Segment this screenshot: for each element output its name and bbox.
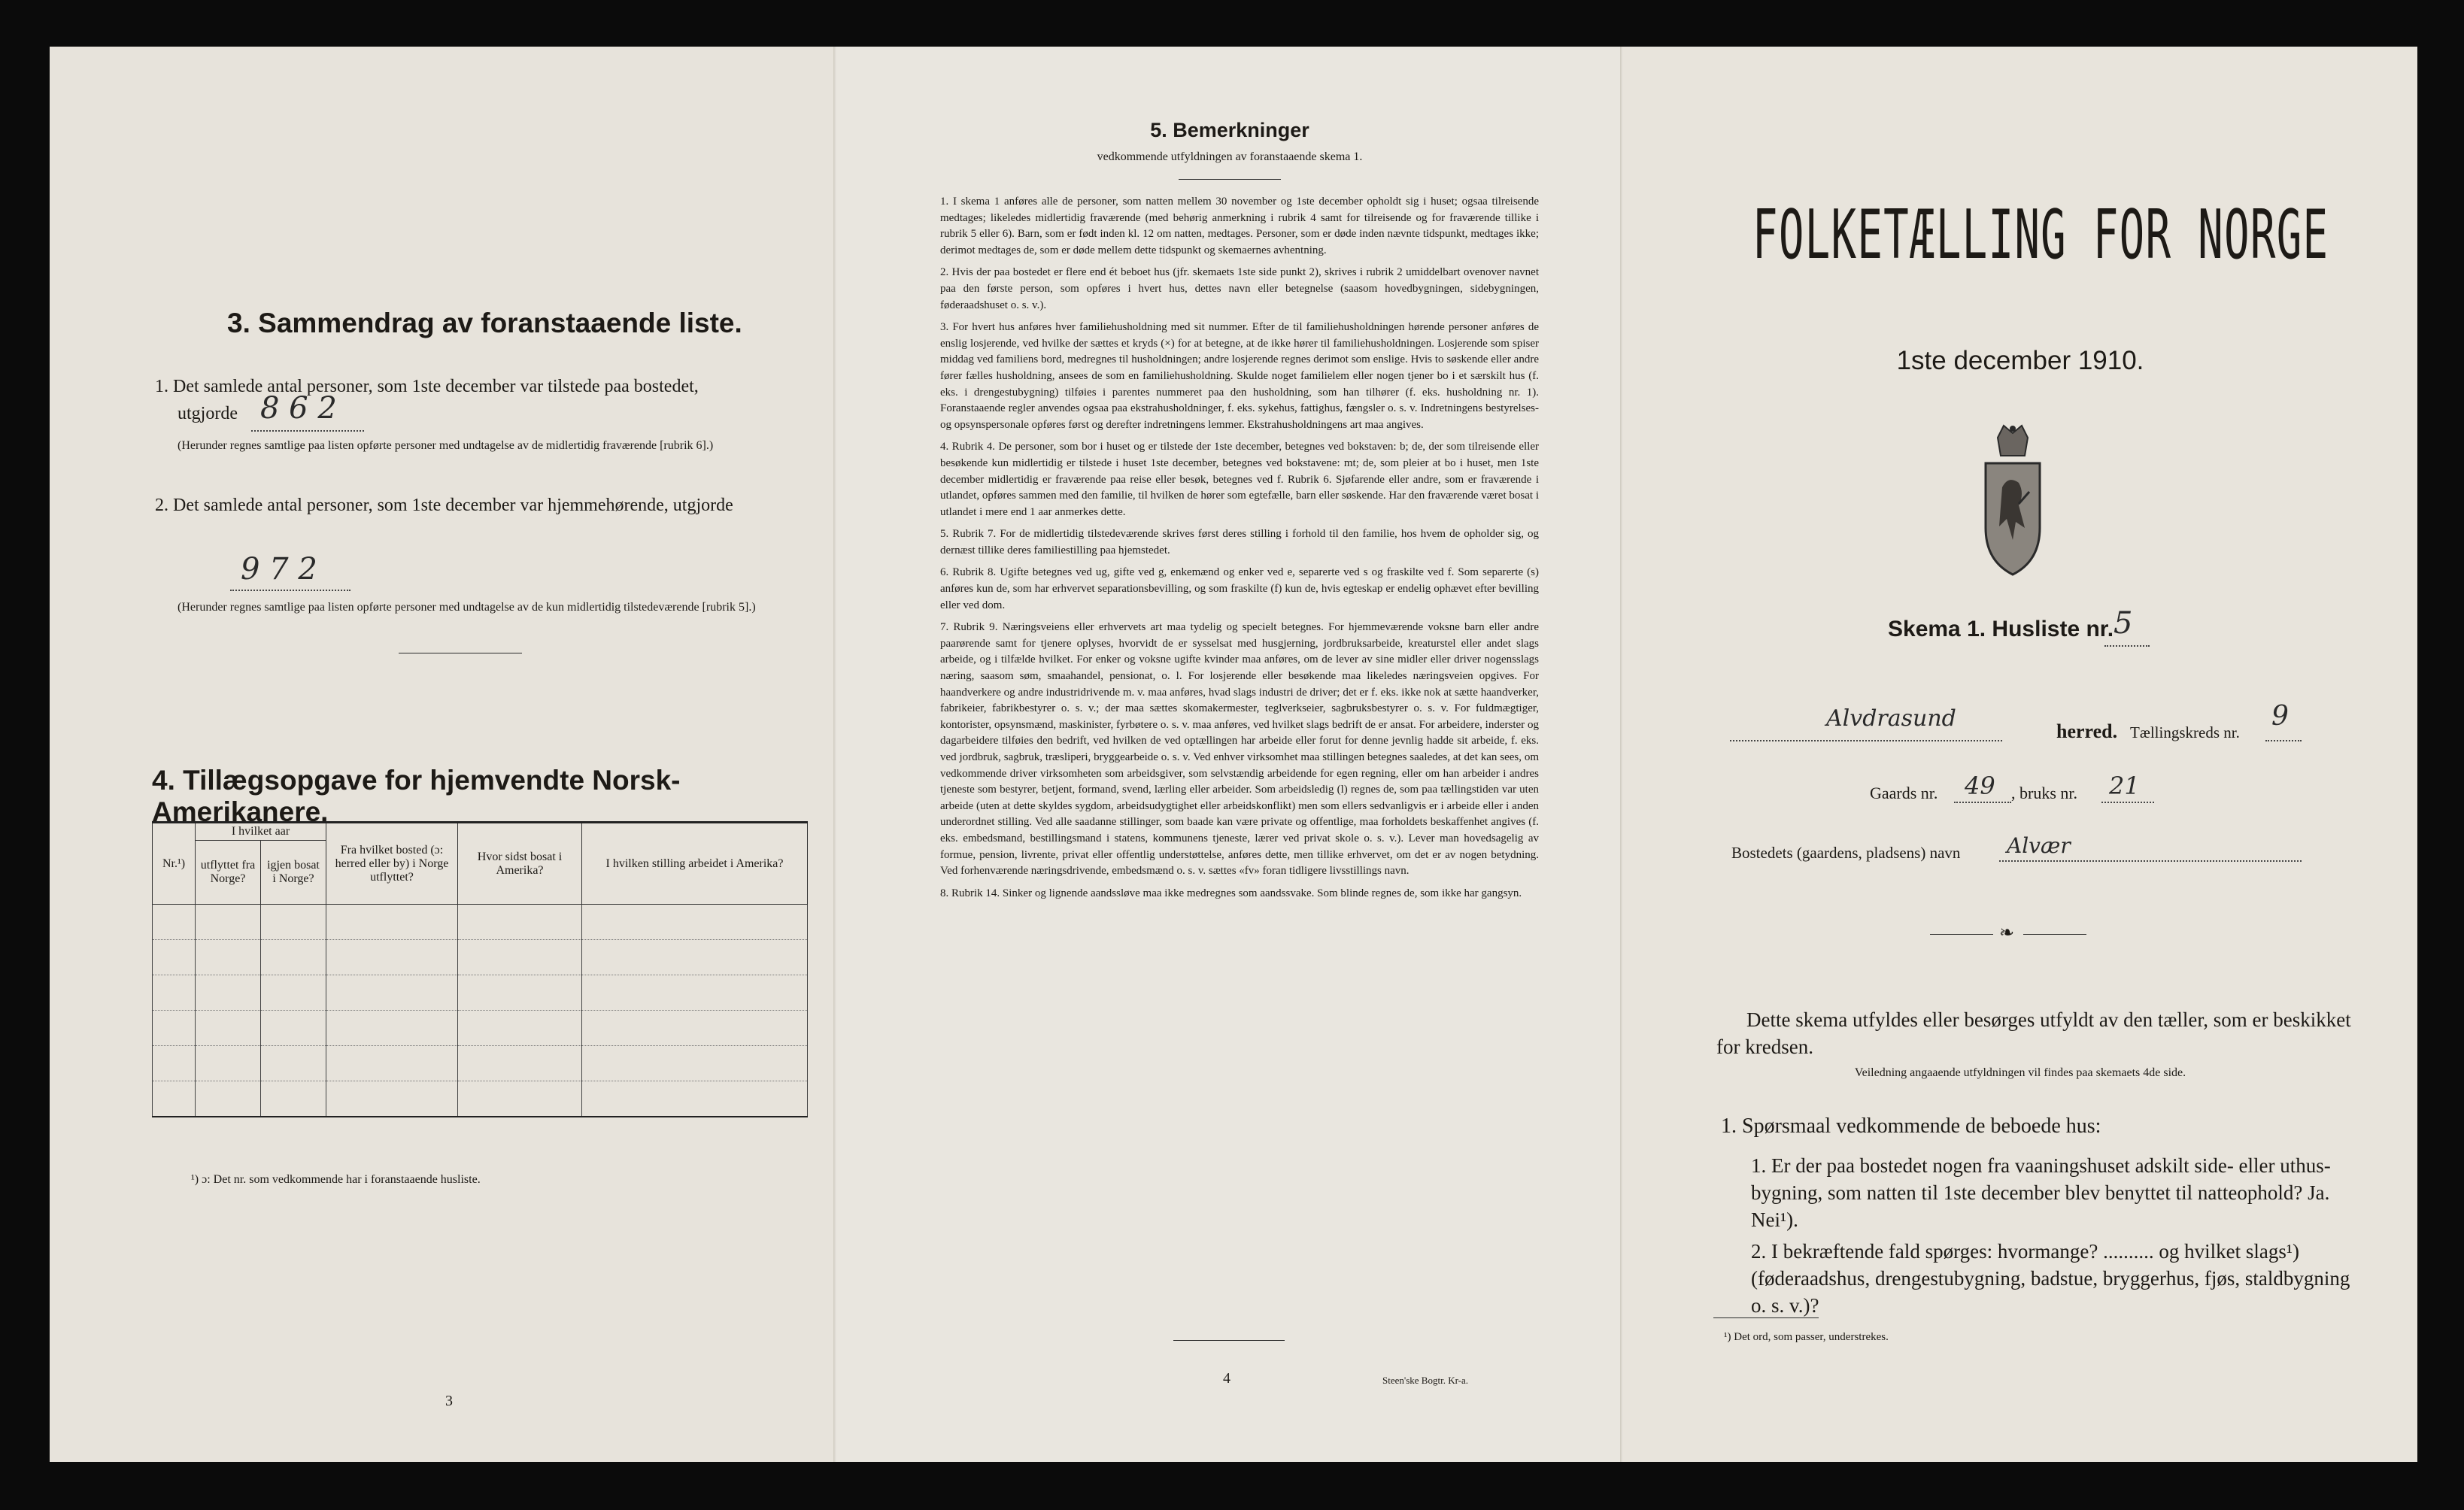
- table-row: [153, 1011, 808, 1046]
- herred-value: Alvdrasund: [1826, 705, 1956, 732]
- remark-1: 1. I skema 1 anføres alle de personer, som natten mellem 30 november og 1ste december opholdt sig i huset; ogsaa tilreisende medtages; likeledes midlertidig fraværende (med behørig anmerkning i rubrik 4 samt for tilreisende og for fraværende tillike i rubrik 5 eller 6). Barn, som er født inden kl. 12 om natten, medtages. Personer, som er døde inden nævnte tidspunkt, medtages ikke; derimot medtages de, som er døde mellem dette tidspunkt og skemaernes avhentning.: [940, 196, 1539, 256]
- footnote: ¹) ɔ: Det nr. som vedkommende har i foranstaaende husliste.: [191, 1173, 481, 1186]
- ornament-left: [1930, 934, 1993, 935]
- remarks-subtitle: vedkommende utfyldningen av foranstaaende skema 1.: [1097, 150, 1363, 163]
- col-stilling: I hvilken stilling arbeidet i Amerika?: [582, 823, 808, 905]
- coat-of-arms-icon: [1975, 423, 2050, 578]
- page-number: 3: [445, 1393, 453, 1409]
- gaards-value: 49: [1965, 772, 1995, 800]
- col-group-aar: I hvilket aar: [196, 823, 326, 841]
- page-number: 4: [1223, 1370, 1230, 1387]
- table-row: [153, 975, 808, 1011]
- question-2: 2. I bekræftende fald spørges: hvormange? .......... og hvilket slags¹) (føderaadshus, drengestubygning, badstue, bryggerhus, fjøs, staldbygning o. s. v.)?: [1751, 1240, 2350, 1317]
- item2-value: 9 7 2: [241, 552, 317, 587]
- col-utflyttet: utflyttet fra Norge?: [196, 841, 261, 905]
- gaards-line: [1954, 802, 2011, 803]
- section4-title: 4. Tillægsopgave for hjemvendte Norsk-Amerikanere.: [152, 765, 681, 827]
- col-sidst: Hvor sidst bosat i Amerika?: [458, 823, 582, 905]
- remarks-title: 5. Bemerkninger: [1150, 119, 1309, 141]
- remark-7: 7. Rubrik 9. Næringsveiens eller erhvervets art maa tydelig og specielt betegnes. For hjemmeværende voksne barn eller andre paarørende samt for tjenere oplyses, hvorvidt de er sysselsat med husgjerning, jordbruksarbeide, kreaturstel eller andet slags arbeide, og i tilfælde hvilket. For enker og voksne ugifte kvinder maa anføres, om de lever av sine midler eller driver nogensslags næring, saasom søm, smaahandel, pensionat, o. l. For losjerende eller besøkende maa likeledes næringsveien opgives. For haandverkere og andre industridrivende m. v. maa anføres, hvad slags industri de driver; det er f. eks. ikke nok at sætte haandverker, fabrikeier, fabrikbestyrer o. s. v.; der maa sættes skomakermester, teglverkseier, sagbruksbestyrer o. s. v. For fuldmægtiger, kontorister, opsynsmænd, maskinister, fyrbøtere o. s. v. maa anføres, ved hvilket slags bedrift de er ansat. For arbeidere, inderster og dagarbeidere tilføies den bedrift, ved hvilken de ved optællingen har arbeide eller forut for denne jevnlig hadde sit arbeide, f. eks. ved jordbruk, sagbruk, træsliperi, bryggearbeide o. s. v. Ved enhver virksomhet maa stillingen betegnes saaledes, at det kan sees, om vedkommende driver virksomheten som arbeidsgiver, som selvstændig arbeidende for egen regning, eller om han arbeider i andres tjeneste som bestyrer, betjent, formand, svend, lærling eller arbeider. Som arbeidsledig (l) regnes de, som paa tællingstiden var uten arbeide (uten at dette skyldes sygdom, arbeidsudygtighet eller arbeidskonflikt) men som ellers sedvanligvis er i arbeide eller i anden underordnet stilling. Ved alle saadanne stillinger, som baade kan være private og offentlige, maa forholdets beskaffenhet angives (f. eks. embedsmand, bestillingsmand i statens, kommunens tjeneste, lærer ved privat skole o. s. v.). Lever man hovedsagelig av formue, pension, livrente, privat eller offentlig understøttelse, anføres dette, men tillike erhvervet, om det er av nogen betydning. Ved forhenværende næringsdrivende, embedsmænd o. s. v. sættes «fv» foran tidligere livsstillings navn.: [940, 621, 1539, 878]
- bruks-label: , bruks nr.: [2011, 784, 2077, 802]
- table-row: [153, 940, 808, 975]
- veiledning-text: Veiledning angaaende utfyldningen vil findes paa skemaets 4de side.: [1854, 1066, 2186, 1079]
- remark-2: 2. Hvis der paa bostedet er flere end ét beboet hus (jfr. skemaets 1ste side punkt 2), skrives i rubrik 2 umiddelbart ovenover navnet paa den første person, som opføres i hvert hus, dettes navn eller betegnelse (saasom hovedbygningen, sidebygningen, føderaadshuset o. s. v.).: [940, 266, 1539, 311]
- bruks-value: 21: [2109, 772, 2140, 800]
- middle-page: [836, 47, 1623, 1462]
- table-row: [153, 905, 808, 940]
- ornament-icon: ❧: [1999, 923, 2015, 943]
- intro-text: Dette skema utfyldes eller besørges utfyldt av den tæller, som er beskikket for kredsen.: [1716, 1008, 2351, 1058]
- item2-text: 2. Det samlede antal personer, som 1ste december var hjemmehørende, utgjorde: [155, 496, 733, 515]
- right-page: [1623, 47, 2417, 1462]
- bosted-line: [1999, 860, 2302, 862]
- table-row: [153, 1081, 808, 1117]
- kreds-line: [2265, 740, 2302, 741]
- col-nr: Nr.¹): [153, 823, 196, 905]
- kreds-label: Tællingskreds nr.: [2130, 723, 2240, 741]
- question-1: 1. Er der paa bostedet nogen fra vaaningshuset adskilt side- eller uthus-bygning, som natten til 1ste december blev benyttet til natteophold? Ja. Nei¹).: [1751, 1154, 2331, 1231]
- item1-note: (Herunder regnes samtlige paa listen opførte personer med undtagelse av de midlertidig fraværende [rubrik 6].): [178, 439, 714, 452]
- gaards-label: Gaards nr.: [1870, 784, 1938, 802]
- section3-title: 3. Sammendrag av foranstaaende liste.: [227, 308, 742, 338]
- ornament-right: [2023, 934, 2086, 935]
- item1-prefix: utgjorde: [178, 404, 238, 423]
- herred-line: [1730, 740, 2002, 741]
- item2-note: (Herunder regnes samtlige paa listen opførte personer med undtagelse av de kun midlertidig tilstedeværende [rubrik 5].): [178, 601, 756, 614]
- remark-4: 4. Rubrik 4. De personer, som bor i huset og er tilstede der 1ste december, betegnes ved bokstaven: b; de, der som tilreisende eller besøkende kun midlertidig er tilstede i huset 1ste december, betegnes ved bokstavene: mt; de, som pleier at bo i huset, men 1ste december midlertidig er fraværende paa reise eller besøk, betegnes ved f. Rubrik 6. Sjøfarende eller andre, som er fraværende i utlandet, opføres sammen med den familie, til hvilken de hører som egtefælle, barn eller søskende. Har den fraværende været bosat i utlandet i mere end 1 aar anmerkes dette.: [940, 441, 1539, 518]
- item1-text: 1. Det samlede antal personer, som 1ste december var tilstede paa bostedet,: [155, 377, 699, 396]
- husliste-line: [2104, 645, 2150, 647]
- questions-list: [1751, 1152, 2368, 1324]
- husliste-nr: 5: [2114, 606, 2133, 641]
- remark-6: 6. Rubrik 8. Ugifte betegnes ved ug, gifte ved g, enkemænd og enker ved e, separerte ved s og fraskilte ved f. Som separerte (s) anføres kun de, som har erhvervet separationsbevilling, og som fraskilte (f) kun de, hvis egteskap er endelig ophævet efter bevilling eller ved dom.: [940, 566, 1539, 611]
- remark-5: 5. Rubrik 7. For de midlertidig tilstedeværende skrives først deres stilling i forhold til den familie, hos hvem de opholder sig, og dernæst tillike deres familiestilling paa hjemstedet.: [940, 528, 1539, 556]
- kreds-value: 9: [2271, 701, 2289, 732]
- census-date: 1ste december 1910.: [1896, 346, 2144, 375]
- norsk-amerikanere-table: [152, 821, 808, 1117]
- item1-value: 8 6 2: [260, 391, 337, 426]
- footnote-rule: [1713, 1317, 1819, 1318]
- left-page: [50, 47, 836, 1462]
- item1-line: [251, 430, 364, 432]
- herred-label: herred.: [2056, 720, 2118, 742]
- questions-heading: 1. Spørsmaal vedkommende de beboede hus:: [1721, 1114, 2101, 1138]
- col-fra: Fra hvilket bosted (ɔ: herred eller by) i Norge utflyttet?: [326, 823, 458, 905]
- bottom-rule: [1173, 1340, 1285, 1341]
- bruks-line: [2101, 802, 2154, 803]
- col-igjen: igjen bosat i Norge?: [261, 841, 326, 905]
- main-title: FOLKETÆLLING FOR NORGE: [1752, 196, 2329, 274]
- remarks-list: [940, 194, 1539, 908]
- printer-mark: Steen'ske Bogtr. Kr-a.: [1382, 1375, 1469, 1386]
- item2-line: [230, 590, 350, 591]
- skema-label: Skema 1. Husliste nr.: [1888, 617, 2114, 641]
- bosted-label: Bostedets (gaardens, pladsens) navn: [1731, 844, 1961, 862]
- remark-8: 8. Rubrik 14. Sinker og lignende aandssløve maa ikke medregnes som aandssvake. Som blinde regnes de, som ikke har gangsyn.: [940, 887, 1522, 899]
- remarks-rule: [1179, 179, 1281, 180]
- bosted-value: Alvær: [2007, 833, 2071, 858]
- table-row: [153, 1046, 808, 1081]
- footnote: ¹) Det ord, som passer, understrekes.: [1724, 1331, 1889, 1343]
- remark-3: 3. For hvert hus anføres hver familiehusholdning med sit nummer. Efter de til familiehusholdningen hørende personer anføres de enslig losjerende, ved hvilke der sættes et kryds (×) for at betegne, at de ikke hører til familiehusholdningen. Losjerende som spiser middag ved familiens bord, medregnes til husholdningen; andre losjerende regnes derimot som enslige. Hvis to søskende eller andre fører fælles husholdning, ansees de som en familiehusholdning. Skulde noget familielem eller nogen tjener bo i et særskilt hus (f. eks. i drengestubygning) tilføies i parentes nummeret paa den husholdning, som han tilhører (f. eks. husholdning nr. 1). Foranstaaende regler anvendes ogsaa paa ekstrahusholdninger, f. eks. sykehus, fattighus, fængsler o. s. v. Indretningens bestyrelses- og opsynspersonale opføres først og derefter indretningens lemmer. Ekstrahusholdningens art maa angives.: [940, 321, 1539, 431]
